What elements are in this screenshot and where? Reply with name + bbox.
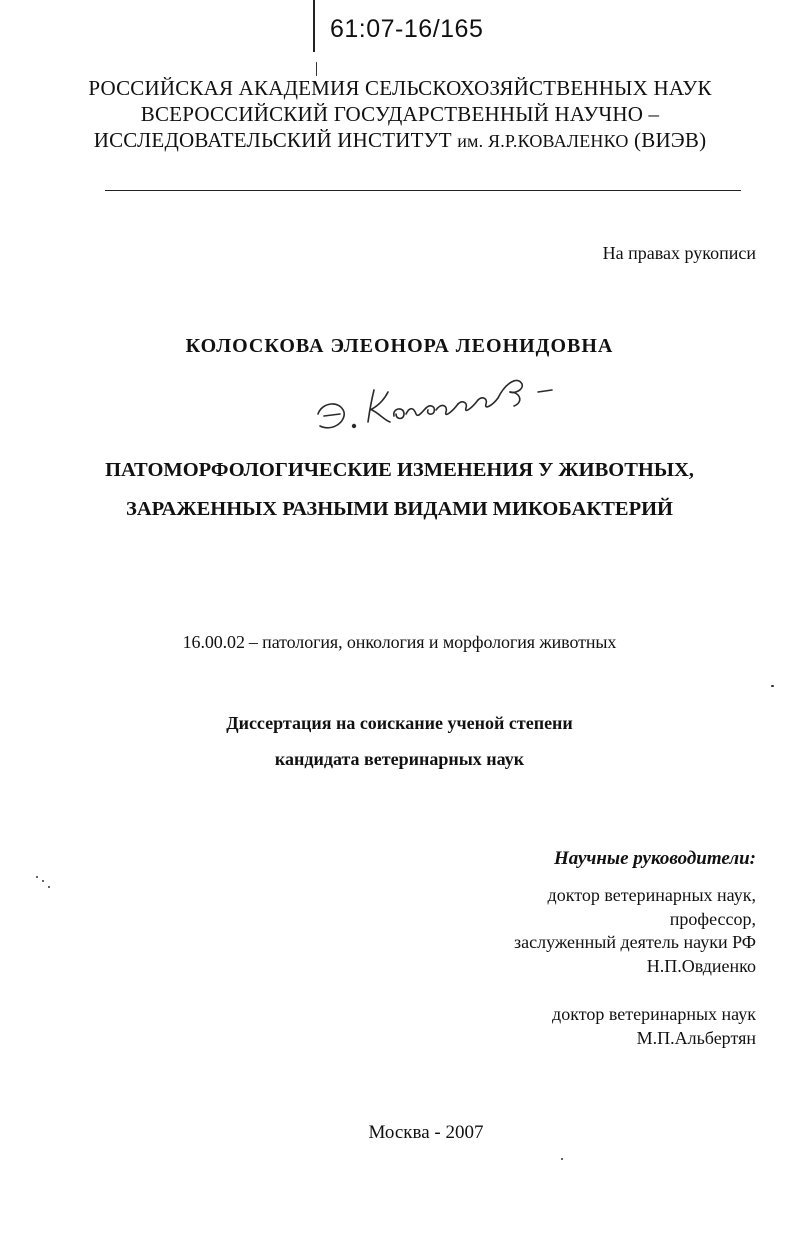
specialty-name: – патология, онкология и морфология животных xyxy=(248,632,617,652)
scan-speck xyxy=(48,886,50,888)
city-year: Москва - 2007 xyxy=(368,1122,484,1143)
author-name: КОЛОСКОВА ЭЛЕОНОРА ЛЕОНИДОВНА xyxy=(185,335,614,357)
supervisor-2-line-1: доктор ветеринарных наук xyxy=(552,1004,756,1024)
specialty xyxy=(0,632,799,653)
specialty-code: 16.00.02 xyxy=(182,632,245,652)
supervisor-2-name: М.П.Альбертян xyxy=(636,1027,756,1048)
degree-line-2: кандидата ветеринарных наук xyxy=(274,749,525,769)
institution-line-3-main: ИССЛЕДОВАТЕЛЬСКИЙ ИНСТИТУТ xyxy=(93,128,458,152)
supervisor-1-line-1: доктор ветеринарных наук, xyxy=(547,885,756,905)
scan-speck xyxy=(771,685,774,687)
stamp-bar xyxy=(313,0,315,52)
institution-header xyxy=(60,75,740,154)
author-signature xyxy=(310,362,580,442)
supervisors-heading: Научные руководители: xyxy=(553,848,756,869)
supervisor-1-line-2: профессор, xyxy=(669,908,756,929)
institution-line-3 xyxy=(60,127,740,154)
supervisor-1-line-3: заслуженный деятель науки РФ xyxy=(514,932,756,952)
rights-note: На правах рукописи xyxy=(602,243,756,263)
supervisor-2 xyxy=(552,1003,756,1050)
title-line-2: ЗАРАЖЕННЫХ РАЗНЫМИ ВИДАМИ МИКОБАКТЕРИЙ xyxy=(126,498,673,520)
degree-line-1: Диссертация на соискание ученой степени xyxy=(226,713,573,733)
scan-speck xyxy=(561,1158,563,1160)
title-line-1: ПАТОМОРФОЛОГИЧЕСКИЕ ИЗМЕНЕНИЯ У ЖИВОТНЫХ, xyxy=(105,459,694,481)
supervisor-1 xyxy=(514,884,756,978)
institution-line-3-end: (ВИЭВ) xyxy=(628,128,707,152)
header-divider xyxy=(105,190,741,191)
scan-speck xyxy=(42,880,44,882)
institution-line-1: РОССИЙСКАЯ АКАДЕМИЯ СЕЛЬСКОХОЗЯЙСТВЕННЫХ НАУК xyxy=(88,76,712,100)
degree-statement xyxy=(0,705,799,777)
institution-line-3-small: им. Я.Р.КОВАЛЕНКО xyxy=(457,131,629,151)
institution-line-2: ВСЕРОССИЙСКИЙ ГОСУДАРСТВЕННЫЙ НАУЧНО – xyxy=(140,102,660,126)
scan-speck xyxy=(36,876,38,878)
scan-speck xyxy=(316,62,317,76)
stamp-number: 61:07-16/165 xyxy=(330,15,484,43)
dissertation-title xyxy=(0,451,799,529)
supervisor-1-name: Н.П.Овдиенко xyxy=(646,955,756,976)
